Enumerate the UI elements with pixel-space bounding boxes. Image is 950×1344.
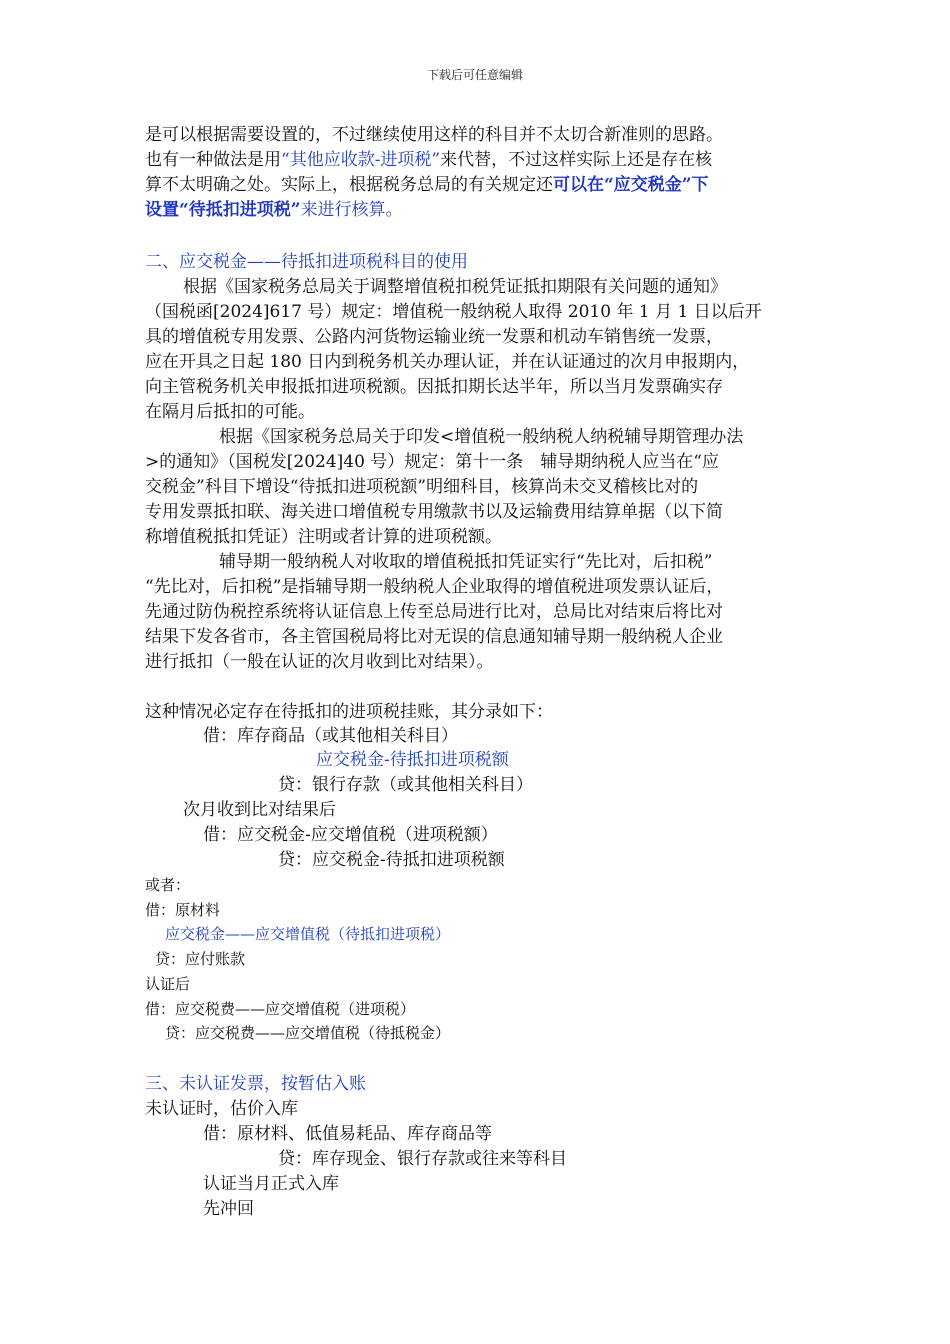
s2-p1-line2: （国税函[2024]617 号）规定：增值税一般纳税人取得 2010 年 1 月 1 日以后开 xyxy=(145,302,762,322)
entry-note: 次月收到比对结果后 xyxy=(183,800,336,820)
s2-p4: 这种情况必定存在待抵扣的进项税挂账，其分录如下： xyxy=(145,702,553,722)
para1-line3-highlight: 可以在“应交税金”下 xyxy=(553,175,709,195)
para1-line2-highlight: “其他应收款-进项税” xyxy=(281,150,441,170)
s2-p2-line3: 交税金”科目下增设“待抵扣进项税额”明细科目，核算尚未交叉稽核比对的 xyxy=(145,477,699,497)
para1-line2-text-c: 来代替，不过这样实际上还是存在核 xyxy=(440,150,713,170)
para1-line2 xyxy=(145,148,712,173)
s2-p2-line4: 专用发票抵扣联、海关进口增值税专用缴款书以及运输费用结算单据（以下简 xyxy=(145,502,723,522)
s2-p2-line2: >的通知》（国税发[2024]40 号）规定：第十一条 辅导期纳税人应当在“应 xyxy=(145,452,719,472)
para1-line2-text-a: 也有一种做法是用 xyxy=(145,150,281,170)
s2-p1-line3: 具的增值税专用发票、公路内河货物运输业统一发票和机动车销售统一发票， xyxy=(145,327,723,347)
s2-p2-line1: 根据《国家税务总局关于印发<增值税一般纳税人纳税辅导期管理办法 xyxy=(219,427,744,447)
entry-debit-3: 借：应交税金-应交增值税（进项税额） xyxy=(203,825,498,845)
s2-p1-line5: 向主管税务机关申报抵扣进项税额。因抵扣期长达半年，所以当月发票确实存 xyxy=(145,377,723,397)
alt-credit-2: 贷：应交税费——应交增值税（待抵税金） xyxy=(165,1024,451,1042)
s3-line5: 先冲回 xyxy=(203,1199,254,1219)
alt-credit-1: 贷：应付账款 xyxy=(155,950,246,968)
alt-label: 或者： xyxy=(145,876,191,894)
para1-line4-highlight: 设置“待抵扣进项税” xyxy=(145,200,301,220)
para1-line3-text-a: 算不太明确之处。实际上，根据税务总局的有关规定还 xyxy=(145,175,553,195)
page-header: 下载后可任意编辑 xyxy=(426,68,523,82)
s2-p1-line6: 在隔月后抵扣的可能。 xyxy=(145,402,315,422)
s2-p3-line5: 进行抵扣（一般在认证的次月收到比对结果）。 xyxy=(145,652,494,672)
s3-debit: 借：原材料、低值易耗品、库存商品等 xyxy=(203,1124,492,1144)
s2-p2-line5: 称增值税抵扣凭证）注明或者计算的进项税额。 xyxy=(145,527,502,547)
entry-credit-2: 贷：应交税金-待抵扣进项税额 xyxy=(278,850,505,870)
para1-line4 xyxy=(145,198,403,223)
alt-after-cert: 认证后 xyxy=(145,975,191,993)
s3-line1: 未认证时，估价入库 xyxy=(145,1099,298,1119)
s2-p1-line4: 应在开具之日起 180 日内到税务机关办理认证，并在认证通过的次月申报期内， xyxy=(145,352,750,372)
para1-line1: 是可以根据需要设置的，不过继续使用这样的科目并不太切合新准则的思路。 xyxy=(145,125,723,145)
section3-heading: 三、未认证发票，按暂估入账 xyxy=(145,1074,366,1094)
s3-credit: 贷：库存现金、银行存款或往来等科目 xyxy=(278,1149,567,1169)
para1-line4-text-b: 来进行核算。 xyxy=(300,200,403,220)
alt-debit-2: 应交税金——应交增值税（待抵扣进项税） xyxy=(165,925,451,943)
s2-p3-line2: “先比对，后扣税”是指辅导期一般纳税人企业取得的增值税进项发票认证后， xyxy=(145,577,724,597)
s2-p1-line1: 根据《国家税务总局关于调整增值税扣税凭证抵扣期限有关问题的通知》 xyxy=(183,277,727,297)
alt-debit-1: 借：原材料 xyxy=(145,901,221,919)
entry-credit-1: 贷：银行存款（或其他相关科目） xyxy=(278,775,533,795)
section2-heading: 二、应交税金——待抵扣进项税科目的使用 xyxy=(145,252,468,272)
s2-p3-line1: 辅导期一般纳税人对收取的增值税抵扣凭证实行“先比对，后扣税” xyxy=(219,552,713,572)
s2-p3-line3: 先通过防伪税控系统将认证信息上传至总局进行比对，总局比对结束后将比对 xyxy=(145,602,723,622)
s3-line4: 认证当月正式入库 xyxy=(203,1174,339,1194)
alt-debit-3: 借：应交税费——应交增值税（进项税） xyxy=(145,1000,416,1018)
para1-line3 xyxy=(145,173,709,198)
entry-debit-2: 应交税金-待抵扣进项税额 xyxy=(316,750,509,770)
entry-debit-1: 借：库存商品（或其他相关科目） xyxy=(203,726,458,746)
s2-p3-line4: 结果下发各省市，各主管国税局将比对无误的信息通知辅导期一般纳税人企业 xyxy=(145,627,723,647)
